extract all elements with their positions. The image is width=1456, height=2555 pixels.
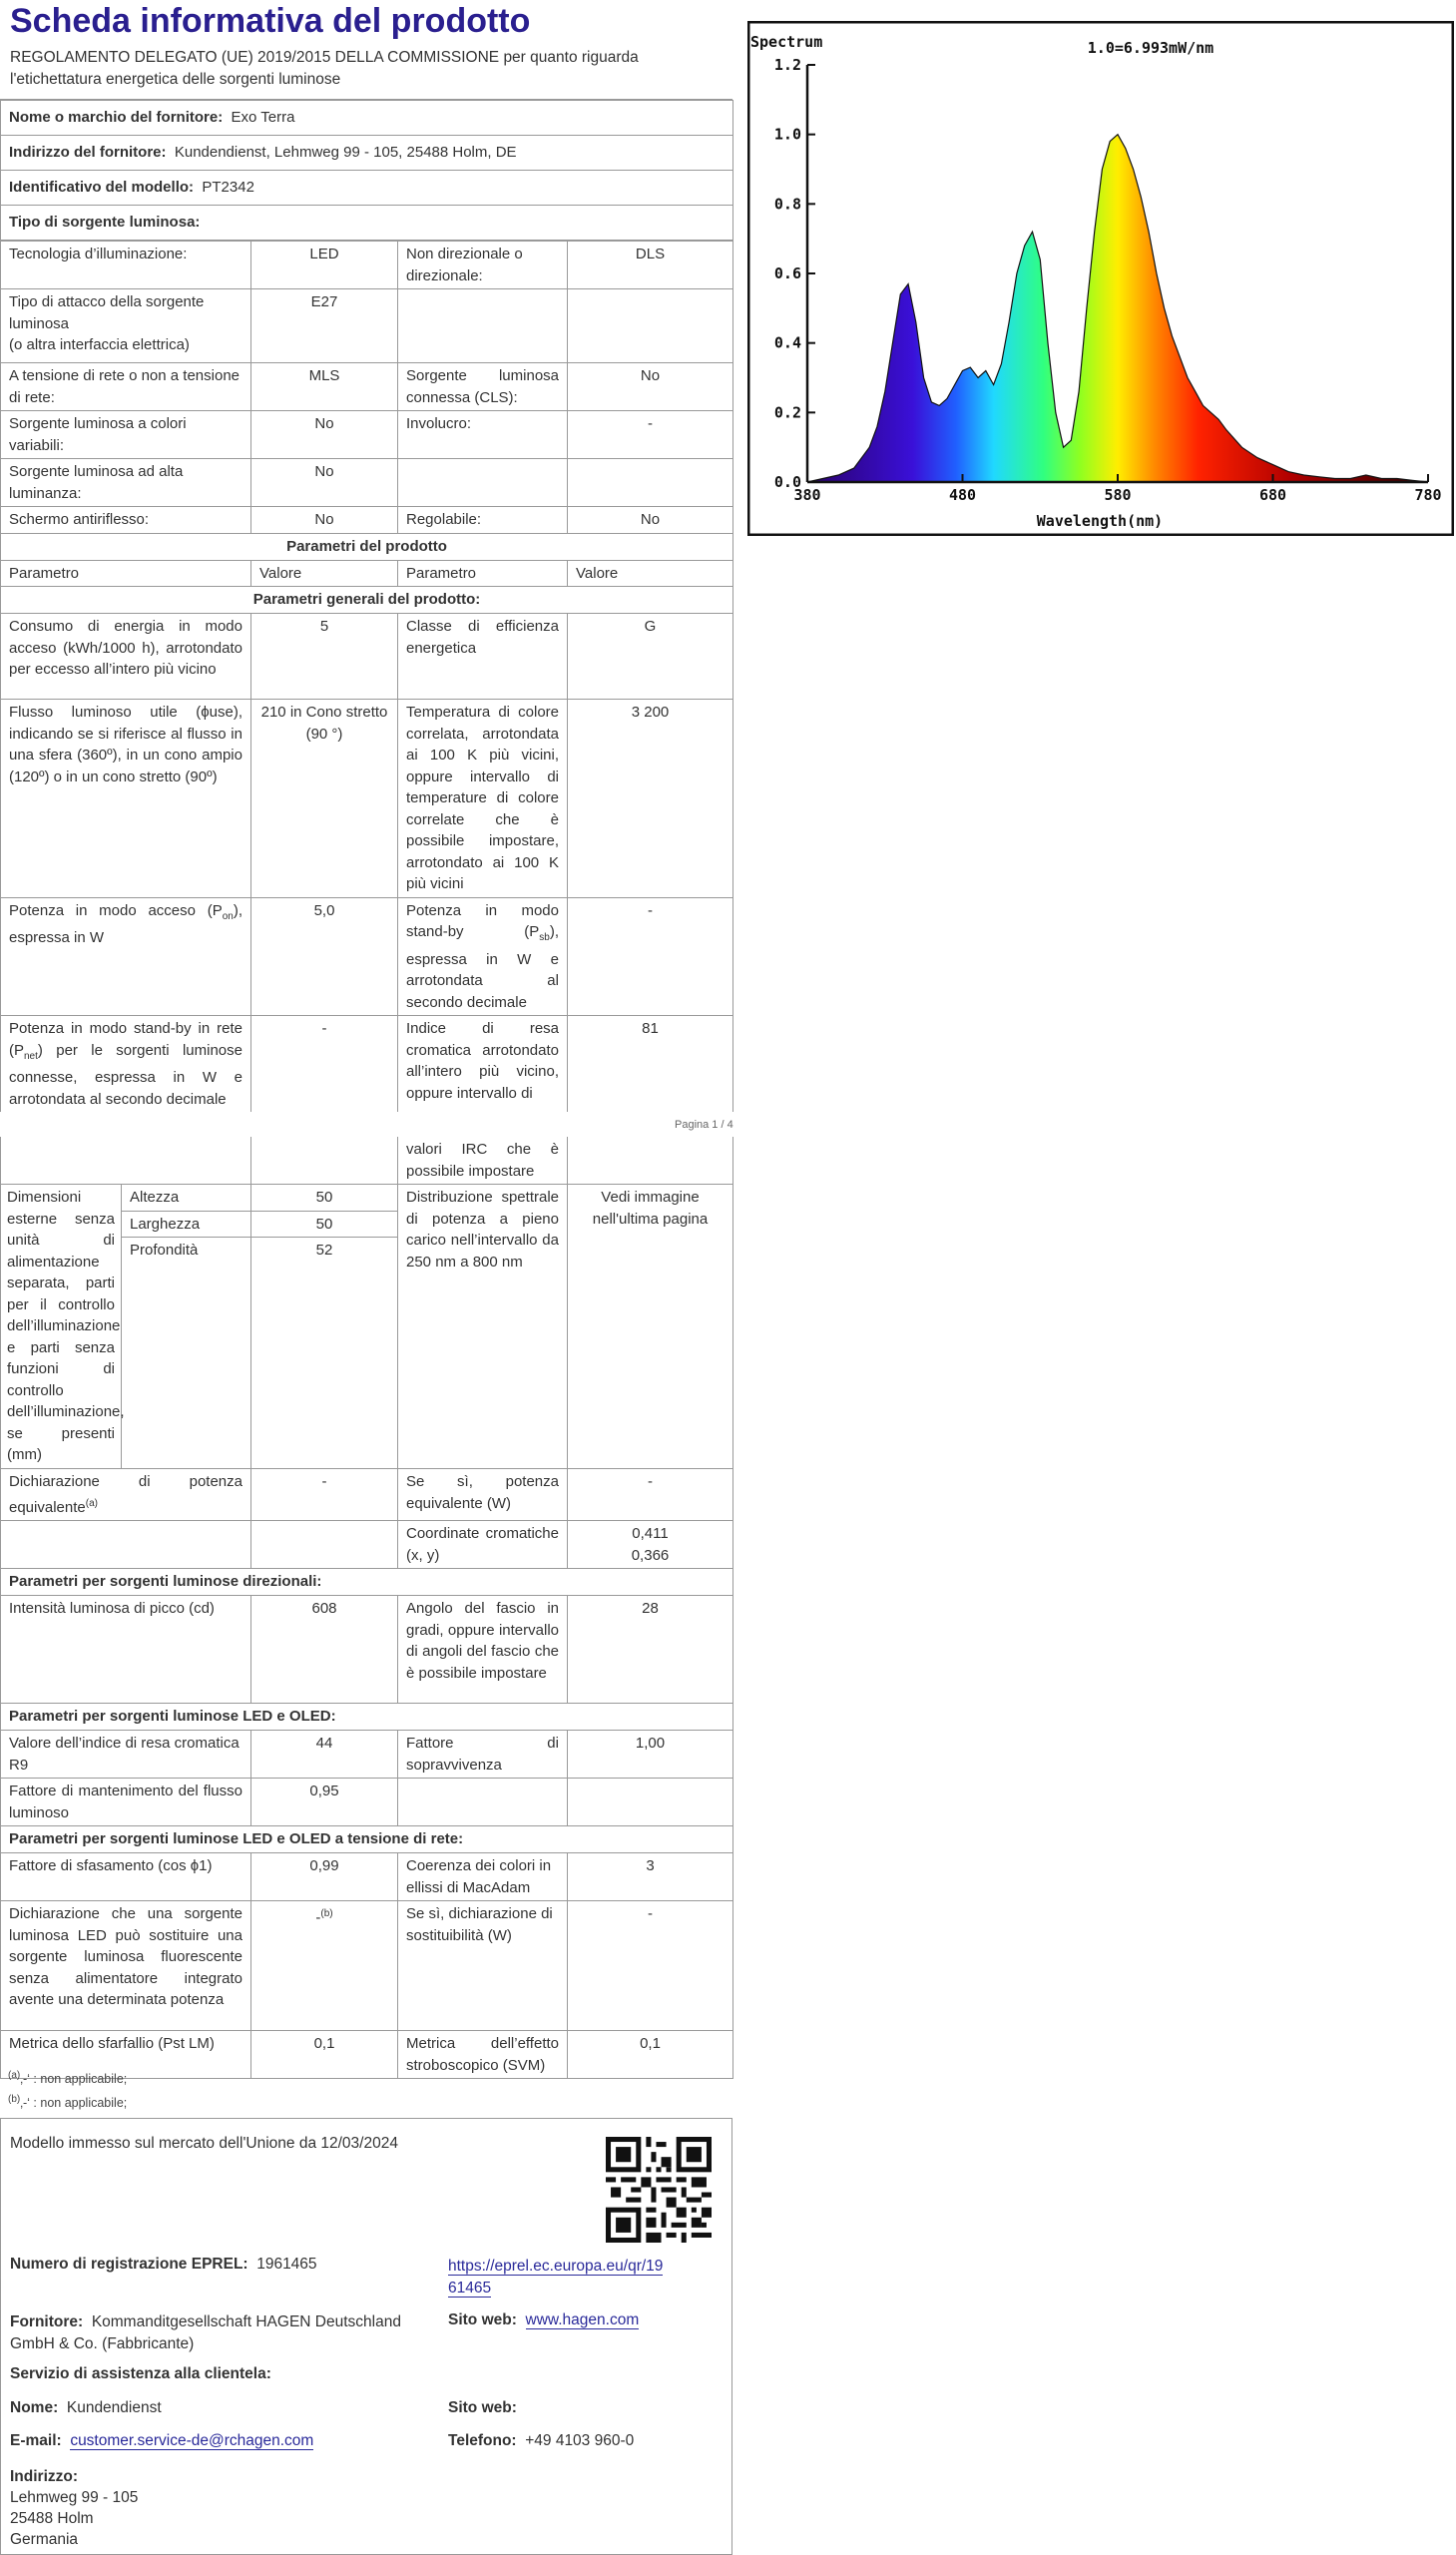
dimension-value: 50 <box>251 1211 398 1238</box>
type-value: No <box>251 507 398 534</box>
param-value: - <box>568 1469 733 1521</box>
param-value: - <box>568 897 733 1016</box>
footnote-text: ‚-‘ : non applicabile; <box>20 2072 128 2087</box>
param-value: 0,99 <box>251 1853 398 1901</box>
param-value <box>251 1901 398 2031</box>
type-label: Sorgente luminosa ad alta luminanza: <box>1 459 251 507</box>
footnote-mark: (a) <box>8 2070 21 2081</box>
eprel-link-line[interactable]: 61465 <box>448 2280 492 2297</box>
column-header: Parametro <box>398 560 568 587</box>
type-label: Sorgente luminosa connessa (CLS): <box>398 363 568 411</box>
param-label: Fattore di sopravvivenza <box>398 1731 568 1779</box>
chroma-x: 0,411 <box>632 1525 669 1542</box>
email-link[interactable]: customer.service-de@rchagen.com <box>70 2432 314 2449</box>
type-table <box>0 241 733 1112</box>
eprel-row <box>10 2256 317 2274</box>
footnote-mark: (b) <box>8 2094 21 2105</box>
param-label: Fattore di mantenimento del flusso luminoso <box>1 1779 251 1826</box>
param-label: Consumo di energia in modo acceso (kWh/1000 h), arrotondato per eccesso all’intero più vicino <box>1 614 251 700</box>
address-line: Lehmweg 99 - 105 <box>10 2489 139 2506</box>
website-row <box>448 2311 639 2329</box>
type-label: Regolabile: <box>398 507 568 534</box>
standby-sub: sb <box>539 932 550 943</box>
footnote <box>8 2070 127 2086</box>
address-line: Germania <box>10 2531 79 2548</box>
address-block <box>10 2466 138 2550</box>
type-label: Involucro: <box>398 411 568 459</box>
type-row <box>1 411 733 459</box>
qr-code-icon <box>606 2137 712 2243</box>
website-link[interactable]: www.hagen.com <box>525 2311 640 2328</box>
param-value: 210 in Cono stretto (90 °) <box>251 700 398 898</box>
param-label: Fattore di sfasamento (cos ϕ1) <box>1 1853 251 1901</box>
contact-name-label: Nome: <box>10 2399 59 2416</box>
type-row <box>1 242 733 289</box>
param-value: - <box>251 1469 398 1521</box>
param-value: 81 <box>568 1016 733 1113</box>
column-header: Valore <box>251 560 398 587</box>
dimension-name: Altezza <box>122 1185 251 1212</box>
power-on-label-end: ), espressa in W <box>9 901 243 946</box>
replacement-value: - <box>315 1909 321 1926</box>
param-label <box>1 1016 251 1113</box>
type-label: A tensione di rete o non a tensione di rete: <box>1 363 251 411</box>
empty-cell <box>1 1521 251 1569</box>
dimension-value: 50 <box>251 1185 398 1212</box>
param-row <box>1 614 733 700</box>
params-header: Parametri del prodotto <box>1 533 733 560</box>
general-params-header: Parametri generali del prodotto: <box>1 587 733 614</box>
type-row <box>1 363 733 411</box>
type-value: No <box>568 507 733 534</box>
column-header: Parametro <box>1 560 251 587</box>
page-two-table <box>0 1137 733 2079</box>
type-value: No <box>568 363 733 411</box>
param-row <box>1 1901 733 2031</box>
param-label: Classe di efficienza energetica <box>398 614 568 700</box>
param-value: 0,1 <box>568 2031 733 2079</box>
param-value: 3 200 <box>568 700 733 898</box>
supplier-address-row <box>1 136 733 171</box>
model-label: Identificativo del modello: <box>9 179 195 196</box>
param-row <box>1 1137 733 1185</box>
param-label: Valore dell’indice di resa cromatica R9 <box>1 1731 251 1779</box>
param-row <box>1 1731 733 1779</box>
email-label: E-mail: <box>10 2432 62 2449</box>
type-value <box>568 289 733 363</box>
param-value: - <box>251 1016 398 1113</box>
network-standby-label: Potenza in modo stand-by in rete (P <box>9 1020 243 1059</box>
contact-website-label: Sito web: <box>448 2399 517 2416</box>
param-label: Se sì, dichiarazione di sostituibilità (W) <box>398 1901 568 2031</box>
supplier-value: GmbH & Co. (Fabbricante) <box>10 2335 195 2352</box>
y-tick-label: 0.4 <box>773 333 801 352</box>
section-header: Parametri per sorgenti luminose LED e OLED a tensione di rete: <box>1 1826 733 1853</box>
param-label: Dichiarazione che una sorgente luminosa LED può sostituire una sorgente luminosa fluorescente senza alimentatore integrato avente una determinata potenza <box>1 1901 251 2031</box>
type-value: No <box>251 411 398 459</box>
empty-cell <box>398 1779 568 1826</box>
footnote-text: ‚-‘ : non applicabile; <box>20 2096 128 2111</box>
empty-cell <box>568 1137 733 1185</box>
param-label: Angolo del fascio in gradi, oppure intervallo di angoli del fascio che è possibile impostare <box>398 1596 568 1704</box>
eprel-label: Numero di registrazione EPREL: <box>10 2256 248 2273</box>
cap-type-label: Tipo di attacco della sorgente luminosa <box>9 293 205 332</box>
param-row <box>1 1853 733 1901</box>
contact-name-value: Kundendienst <box>66 2399 162 2416</box>
x-tick-label: 380 <box>793 486 821 504</box>
page-number: Pagina 1 / 4 <box>675 1119 733 1131</box>
type-value: E27 <box>251 289 398 363</box>
phone-value: +49 4103 960-0 <box>525 2432 635 2449</box>
type-label: Tecnologia d’illuminazione: <box>1 242 251 289</box>
supplier-row <box>10 2311 401 2355</box>
eprel-link[interactable] <box>448 2256 663 2300</box>
param-label: Flusso luminoso utile (ϕuse), indicando se si riferisce al flusso in una sfera (360º), in un cono ampio (120º) o in un cono stretto (90º) <box>1 700 251 898</box>
standby-label-end: ), espressa in W e arrotondata al secondo decimale <box>406 923 559 1011</box>
supplier-footer <box>0 2118 732 2555</box>
dimensions-label: Dimensioni esterne senza unità di alimentazione separata, parti per il controllo dell’illuminazione e parti senza funzioni di controllo dell’illuminazione, se presenti (mm) <box>1 1185 122 1469</box>
spectrum-chart <box>747 21 1454 536</box>
param-label <box>1 897 251 1016</box>
param-label: Se sì, potenza equivalente (W) <box>398 1469 568 1521</box>
type-label <box>1 289 251 363</box>
param-label: Metrica dell’effetto stroboscopico (SVM) <box>398 2031 568 2079</box>
y-tick-label: 0.8 <box>773 195 801 214</box>
x-axis-label: Wavelength(nm) <box>1036 512 1164 530</box>
supplier-address-value: Kundendienst, Lehmweg 99 - 105, 25488 Holm, DE <box>174 144 517 161</box>
param-value: 0,1 <box>251 2031 398 2079</box>
param-row <box>1 1779 733 1826</box>
chart-title: Spectrum <box>750 33 823 51</box>
param-label: valori IRC che è possibile impostare <box>398 1137 568 1185</box>
param-label <box>398 897 568 1016</box>
param-value: G <box>568 614 733 700</box>
empty-cell <box>1 1137 251 1185</box>
x-tick-label: 580 <box>1104 486 1132 504</box>
address-line: 25488 Holm <box>10 2510 94 2527</box>
param-value: 3 <box>568 1853 733 1901</box>
y-tick-label: 1.2 <box>773 56 801 74</box>
contact-name-row <box>10 2399 162 2417</box>
param-value: Vedi immagine nell'ultima pagina <box>568 1185 733 1469</box>
type-label <box>398 459 568 507</box>
supplier-address-label: Indirizzo del fornitore: <box>9 144 167 161</box>
power-on-sub: on <box>222 910 234 922</box>
param-label: Coordinate cromatiche (x, y) <box>398 1521 568 1569</box>
param-label: Coerenza dei colori in ellissi di MacAdam <box>398 1853 568 1901</box>
param-value: 1,00 <box>568 1731 733 1779</box>
dimension-name: Profondità <box>122 1238 251 1469</box>
param-label: Indice di resa cromatica arrotondato all’intero più vicino, oppure intervallo di <box>398 1016 568 1113</box>
model-value: PT2342 <box>202 179 254 196</box>
param-label: Temperatura di colore correlata, arrotondata ai 100 K più vicini, oppure intervallo di temperature di colore correlate che è possibile impostare, arrotondato ai 100 K più vicini <box>398 700 568 898</box>
param-value <box>568 1521 733 1569</box>
param-value: 5 <box>251 614 398 700</box>
empty-cell <box>251 1521 398 1569</box>
param-value: 44 <box>251 1731 398 1779</box>
website-label: Sito web: <box>448 2311 517 2328</box>
page-two <box>0 1137 732 2079</box>
eprel-link-line[interactable]: https://eprel.ec.europa.eu/qr/19 <box>448 2258 664 2275</box>
market-date: Modello immesso sul mercato dell'Unione da 12/03/2024 <box>10 2135 398 2152</box>
network-standby-label-end: ) per le sorgenti luminose connesse, espressa in W e arrotondata al secondo decimale <box>9 1041 243 1108</box>
type-value: MLS <box>251 363 398 411</box>
footnote-ref: (b) <box>320 1908 333 1919</box>
supplier-name-value: Exo Terra <box>231 109 295 126</box>
y-tick-label: 0.6 <box>773 264 801 282</box>
eprel-value: 1961465 <box>256 2256 317 2273</box>
page-title: Scheda informativa del prodotto <box>10 2 531 40</box>
param-label <box>1 1469 251 1521</box>
contact-website-row <box>448 2399 517 2417</box>
type-row <box>1 507 733 534</box>
section-header: Parametri per sorgenti luminose direzionali: <box>1 1569 733 1596</box>
empty-cell <box>568 1779 733 1826</box>
type-value: - <box>568 411 733 459</box>
regulation-text: REGOLAMENTO DELEGATO (UE) 2019/2015 DELLA COMMISSIONE per quanto riguarda l'etichettatura energetica delle sorgenti luminose <box>0 47 732 100</box>
type-label: Sorgente luminosa a colori variabili: <box>1 411 251 459</box>
param-value: - <box>568 1901 733 2031</box>
network-standby-sub: net <box>24 1050 38 1062</box>
type-label <box>398 289 568 363</box>
param-row <box>1 1521 733 1569</box>
param-label: Intensità luminosa di picco (cd) <box>1 1596 251 1704</box>
supplier-label: Fornitore: <box>10 2313 84 2330</box>
y-tick-label: 0.2 <box>773 403 801 422</box>
type-value: No <box>251 459 398 507</box>
y-tick-label: 0.0 <box>773 473 801 491</box>
type-row <box>1 289 733 363</box>
param-row <box>1 897 733 1016</box>
param-row <box>1 1469 733 1521</box>
customer-service-header: Servizio di assistenza alla clientela: <box>10 2365 271 2382</box>
column-header: Valore <box>568 560 733 587</box>
dimension-name: Larghezza <box>122 1211 251 1238</box>
x-tick-label: 680 <box>1258 486 1287 504</box>
footnote-ref: (a) <box>85 1497 98 1509</box>
cap-type-sublabel: (o altra interfaccia elettrica) <box>9 336 190 353</box>
column-headers <box>1 560 733 587</box>
supplier-name-label: Nome o marchio del fornitore: <box>9 109 224 126</box>
dimension-value: 52 <box>251 1238 398 1469</box>
param-row <box>1 1185 733 1212</box>
address-label: Indirizzo: <box>10 2468 79 2485</box>
chart-annotation: 1.0=6.993mW/nm <box>1087 39 1214 57</box>
param-value: 0,95 <box>251 1779 398 1826</box>
x-tick-label: 480 <box>948 486 977 504</box>
param-row <box>1 1016 733 1113</box>
param-row <box>1 1596 733 1704</box>
type-header-label: Tipo di sorgente luminosa: <box>9 214 201 231</box>
empty-cell <box>251 1137 398 1185</box>
param-value: 28 <box>568 1596 733 1704</box>
type-label: Schermo antiriflesso: <box>1 507 251 534</box>
type-value: DLS <box>568 242 733 289</box>
x-tick-label: 780 <box>1414 486 1442 504</box>
section-header: Parametri per sorgenti luminose LED e OLED: <box>1 1704 733 1731</box>
equiv-label: Dichiarazione di potenza equivalente <box>9 1473 243 1516</box>
type-row <box>1 459 733 507</box>
phone-label: Telefono: <box>448 2432 517 2449</box>
param-row <box>1 700 733 898</box>
type-label: Non direzionale o direzionale: <box>398 242 568 289</box>
supplier-table <box>0 100 733 241</box>
product-information-sheet <box>0 0 732 1112</box>
param-value: 608 <box>251 1596 398 1704</box>
standby-label: Potenza in modo stand-by (P <box>406 901 559 940</box>
y-tick-label: 1.0 <box>773 125 801 144</box>
type-value: LED <box>251 242 398 289</box>
param-label: Metrica dello sfarfallio (Pst LM) <box>1 2031 251 2079</box>
param-value: 5,0 <box>251 897 398 1016</box>
supplier-value: Kommanditgesellschaft HAGEN Deutschland <box>91 2313 401 2330</box>
model-row <box>1 171 733 206</box>
power-on-label: Potenza in modo acceso (P <box>9 901 223 919</box>
footnote <box>8 2094 127 2110</box>
email-row <box>10 2432 313 2450</box>
chroma-y: 0,366 <box>631 1546 670 1564</box>
type-value <box>568 459 733 507</box>
type-header <box>1 206 733 241</box>
phone-row <box>448 2432 634 2450</box>
supplier-name-row <box>1 101 733 136</box>
param-label: Distribuzione spettrale di potenza a pieno carico nell’intervallo da 250 nm a 800 nm <box>398 1185 568 1469</box>
